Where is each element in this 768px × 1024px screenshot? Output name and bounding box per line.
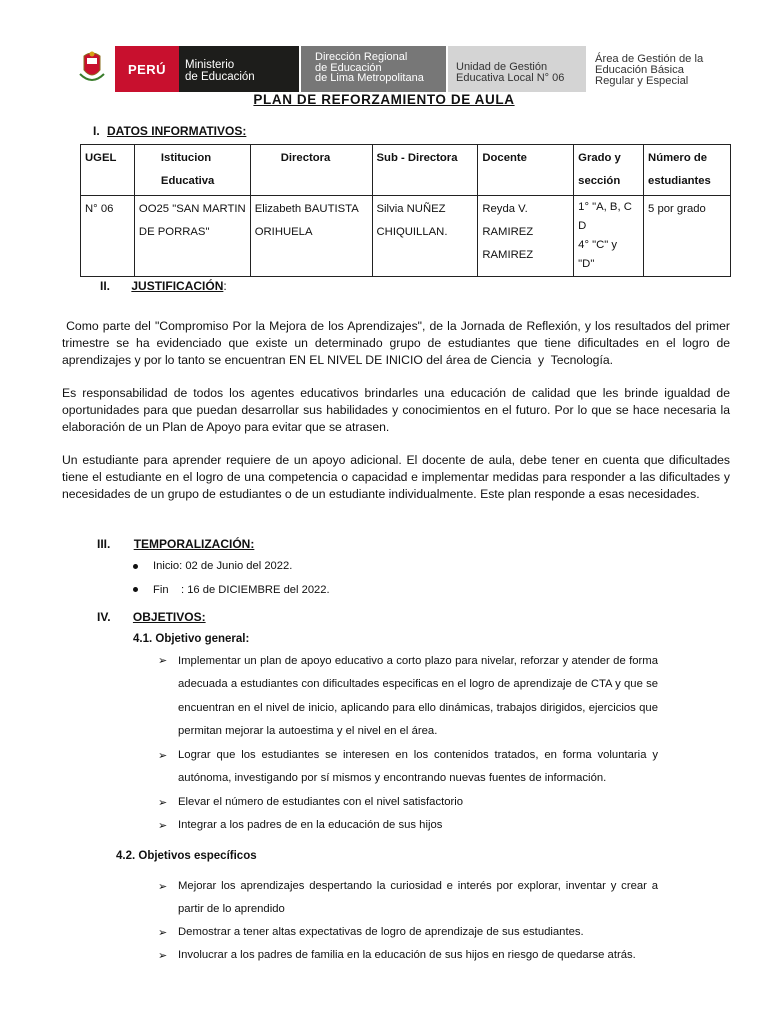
specific-objective-item-1: Mejorar los aprendizajes despertando la curiosidad e interés por explorar, inventar y crear a partir de lo aprendido <box>178 880 658 916</box>
arrow-bullet-icon: ➢ <box>158 750 168 762</box>
section4-number: IV. <box>97 610 111 624</box>
justification-paragraph-3: Un estudiante para aprender requiere de un apoyo adicional. El docente de aula, debe tener en cuenta que dificultades tiene el estudiante en el logro de una competencia o capacidad e implementar medidas para responder a las dificultades y necesidades de un grupo de estudiantes o de un estudiante individualmente. Este plan responde a esas necesidades. <box>62 453 730 501</box>
section3-number: III. <box>97 537 111 551</box>
header-numero: Número de estudiantes <box>644 145 731 196</box>
header-grado: Grado y sección <box>574 145 644 196</box>
ministry-line2: de Educación <box>185 71 255 83</box>
list-item <box>133 555 330 579</box>
peru-label: PERÚ <box>115 46 179 92</box>
cell-docente: Reyda V. RAMIREZ RAMIREZ <box>478 196 574 277</box>
schedule-end: Fin : 16 de DICIEMBRE del 2022. <box>153 583 330 596</box>
specific-objective-item-2: Demostrar a tener altas expectativas de logro de aprendizaje de sus estudiantes. <box>178 926 584 938</box>
cell-grado: 1° "A, B, C D 4° "C" y "D" <box>574 196 644 277</box>
section3-heading <box>97 537 254 551</box>
schedule-list <box>133 555 330 602</box>
section2-number: II. <box>100 279 111 293</box>
ministry-line1: Ministerio <box>185 59 235 71</box>
bullet-icon <box>133 587 138 592</box>
ministry-label <box>179 46 299 92</box>
header-institucion: Istitucion Educativa <box>134 145 250 196</box>
header-subdirectora: Sub - Directora <box>372 145 478 196</box>
dre-line2: de Educación <box>315 61 382 74</box>
specific-objectives-title: 4.2. Objetivos específicos <box>116 850 257 862</box>
header-directora: Directora <box>250 145 372 196</box>
cell-subdirectora: Silvia NUÑEZ CHIQUILLAN. <box>372 196 478 277</box>
section2-heading <box>100 279 227 293</box>
general-objective-item-4: Integrar a los padres de en la educación de sus hijos <box>178 819 443 831</box>
arrow-bullet-icon: ➢ <box>158 655 168 667</box>
arrow-bullet-icon: ➢ <box>158 797 168 809</box>
justification-paragraph-2: Es responsabilidad de todos los agentes educativos brindarles una educación de calidad que les brinde igualdad de oportunidades para que puedan desarrollar sus habilidades y conocimientos en el futuro. Por lo que se hace necesaria la elaboración de un Plan de Apoyo para evitar que se atrasen. <box>62 386 730 434</box>
section4-heading <box>97 610 206 624</box>
ugel-line2: Educativa Local N° 06 <box>456 72 565 84</box>
area-label <box>589 46 730 92</box>
arrow-bullet-icon: ➢ <box>158 927 168 939</box>
table-row <box>81 196 731 277</box>
dre-line1: Dirección Regional <box>315 51 408 63</box>
header-banner <box>70 46 730 92</box>
coat-of-arms-icon <box>70 46 115 92</box>
document-title: PLAN DE REFORZAMIENTO DE AULA <box>253 92 515 107</box>
table-header-row <box>81 145 731 196</box>
section2-suffix: : <box>223 279 227 293</box>
general-objective-item-2: Lograr que los estudiantes se interesen en los contenidos tratados, en forma voluntaria y autónoma, investigando por sí mismos y encontrando nuevas fuentes de información. <box>178 749 658 785</box>
arrow-bullet-icon: ➢ <box>158 950 168 962</box>
justification-paragraph-1: Como parte del "Compromiso Por la Mejora de los Aprendizajes", de la Jornada de Reflexión, y los resultados del primer trimestre se ha evidenciado que existe un determinado grupo de estudiantes que tiene dificultades en el logro de aprendizajes y por lo tanto se encuentran EN EL NIVEL DE INICIO del área de Ciencia y Tecnología. <box>62 319 734 367</box>
ugel-label <box>448 46 586 92</box>
cell-ugel: N° 06 <box>81 196 135 277</box>
specific-objective-item-3: Involucrar a los padres de familia en la educación de sus hijos en riesgo de quedarse atrás. <box>178 949 636 961</box>
section2-title: JUSTIFICACIÓN <box>131 279 224 293</box>
section4-title: OBJETIVOS: <box>132 610 206 624</box>
cell-institucion: OO25 "SAN MARTIN DE PORRAS" <box>134 196 250 277</box>
header-ugel: UGEL <box>81 145 135 196</box>
cell-directora: Elizabeth BAUTISTA ORIHUELA <box>250 196 372 277</box>
arrow-bullet-icon: ➢ <box>158 881 168 893</box>
area-line1: Área de Gestión de la <box>595 53 704 65</box>
dre-line3: de Lima Metropolitana <box>315 72 424 84</box>
dre-label <box>301 46 446 92</box>
section1-number: I. <box>93 124 100 138</box>
section1-heading <box>93 124 246 138</box>
general-objective-item-1: Implementar un plan de apoyo educativo a corto plazo para nivelar, reforzar y atender de forma adecuada a estudiantes con dificultades especificas en el logro de aprendizaje de CTA y que se encuentran en el nivel de inicio, aplicando para ello dinámicas, trabajos dirigidos, ejercicios que permitan mejorar la autoestima y el nivel en el área. <box>178 655 658 737</box>
info-table <box>80 144 731 277</box>
general-objective-item-3: Elevar el número de estudiantes con el nivel satisfactorio <box>178 796 464 808</box>
cell-numero: 5 por grado <box>644 196 731 277</box>
section3-title: TEMPORALIZACIÓN: <box>133 537 255 551</box>
bullet-icon <box>133 564 138 569</box>
area-line2: Educación Básica <box>595 64 684 76</box>
schedule-start: Inicio: 02 de Junio del 2022. <box>153 560 293 572</box>
list-item <box>133 579 330 603</box>
area-line3: Regular y Especial <box>595 75 689 87</box>
arrow-bullet-icon: ➢ <box>158 820 168 832</box>
general-objective-title: 4.1. Objetivo general: <box>133 633 250 645</box>
ugel-line1: Unidad de Gestión <box>456 61 548 73</box>
header-docente: Docente <box>478 145 574 196</box>
section1-title: DATOS INFORMATIVOS: <box>107 124 247 138</box>
